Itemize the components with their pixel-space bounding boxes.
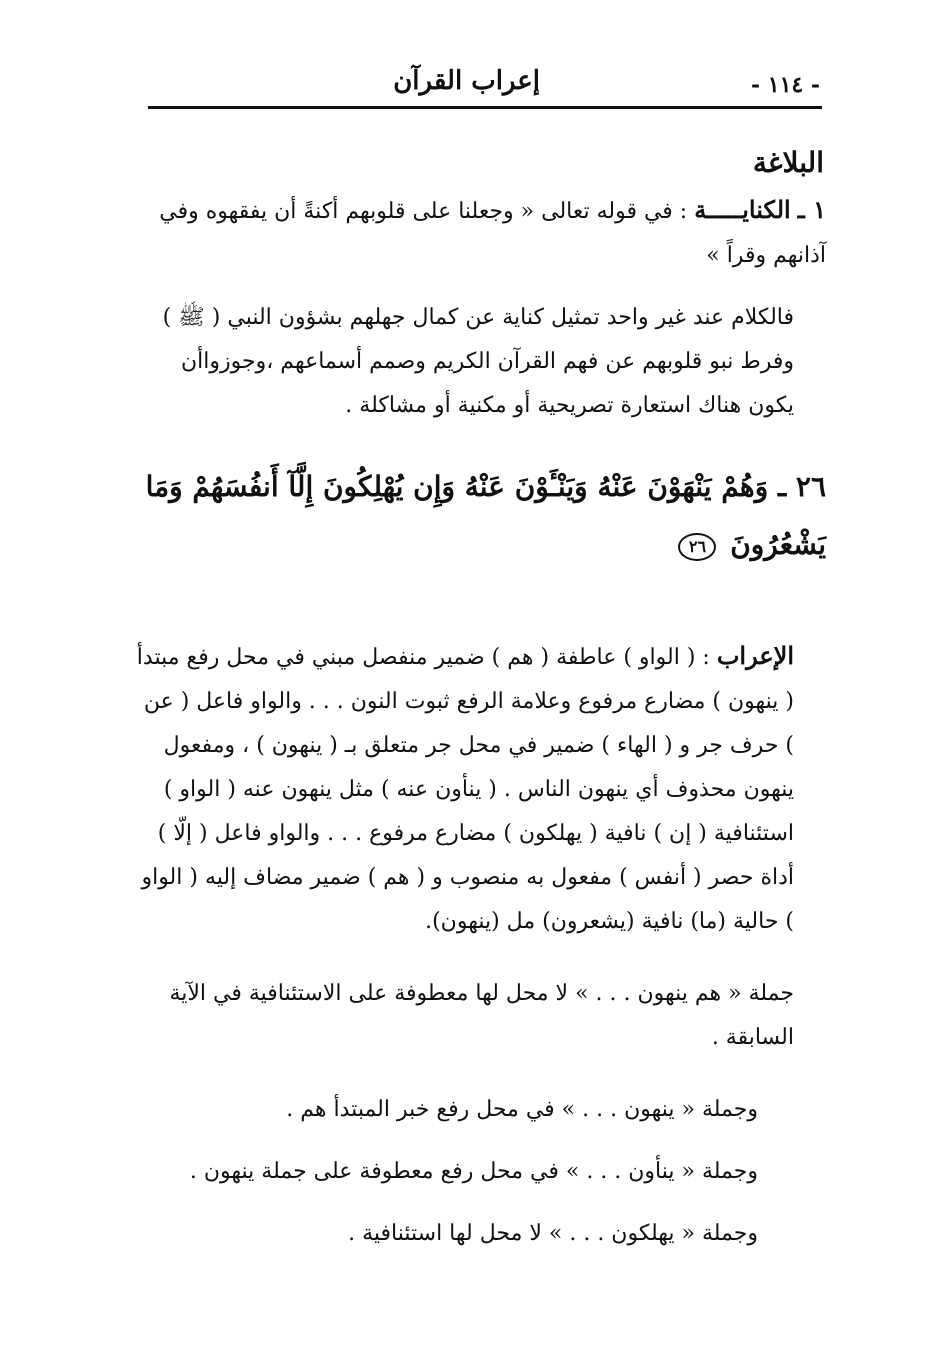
kinaya-number: ١ ـ <box>797 195 826 224</box>
kinaya-term: الكنايـــــة <box>694 195 791 224</box>
quran-verse <box>136 458 826 574</box>
kinaya-explanation: فالكلام عند غير واحد تمثيل كناية عن كمال جهلهم بشؤون النبي ( ﷺ ) وفرط نبو قلوبهم عن فهم القرآن الكريم وصمم أسماعهم ،وجوزواأن يكون هناك استعارة تصريحية أو مكنية أو مشاكلة . <box>162 305 794 418</box>
irab-paragraph <box>136 634 826 944</box>
running-title: إعراب القرآن <box>393 66 540 96</box>
sentence-4: وجملة « يهلكون . . . » لا محل لها استئنافية . <box>348 1221 758 1246</box>
sentence-2: وجملة « ينهون . . . » في محل رفع خبر المبتدأ هم . <box>286 1097 758 1122</box>
kinaya-paragraph <box>136 188 826 278</box>
header-rule <box>148 106 822 109</box>
ayah-end-marker: ٢٦ <box>678 533 716 561</box>
sentence-1: جملة « هم ينهون . . . » لا محل لها معطوفة على الاستئنافية في الآية السابقة . <box>169 981 794 1050</box>
verse-number: ٢٦ ـ <box>777 470 826 503</box>
kinaya-intro: : في قوله تعالى « وجعلنا على قلوبهم أكنةً أن يفقهوه وفي آذانهم وقراً » <box>159 199 826 268</box>
irab-body: : ( الواو ) عاطفة ( هم ) ضمير منفصل مبني في محل رفع مبتدأ ( ينهون ) مضارع مرفوع وعلامة الرفع ثبوت النون . . . والواو فاعل ( عن ) حرف جر و ( الهاء ) ضمير في محل جر متعلق بـ ( ينهون ) ، ومفعول ينهون محذوف أي ينهون الناس . ( ينأون عنه ) مثل ينهون عنه ( الواو ) استئنافية ( إن ) نافية ( يهلكون ) مضارع مرفوع . . . والواو فاعل ( إلّا ) أداة حصر ( أنفس ) مفعول به منصوب و ( هم ) ضمير مضاف إليه ( الواو ) حالية (ما) نافية (يشعرون) مل (ينهون). <box>136 645 794 934</box>
irab-label: الإعراب <box>716 641 794 670</box>
verse-text: وَهُمْ يَنْهَوْنَ عَنْهُ وَيَنْـَٔوْنَ عَنْهُ وَإِن يُهْلِكُونَ إِلَّآ أَنفُسَهُمْ وَمَا يَشْعُرُونَ <box>145 470 826 561</box>
page-body <box>136 140 826 1256</box>
page-header <box>140 60 820 108</box>
page-number: - ١١٤ - <box>750 72 820 98</box>
sentence-3: وجملة « ينأون . . . » في محل رفع معطوفة على جملة ينهون . <box>189 1159 758 1184</box>
section-title-balagha: البلاغة <box>752 146 824 179</box>
